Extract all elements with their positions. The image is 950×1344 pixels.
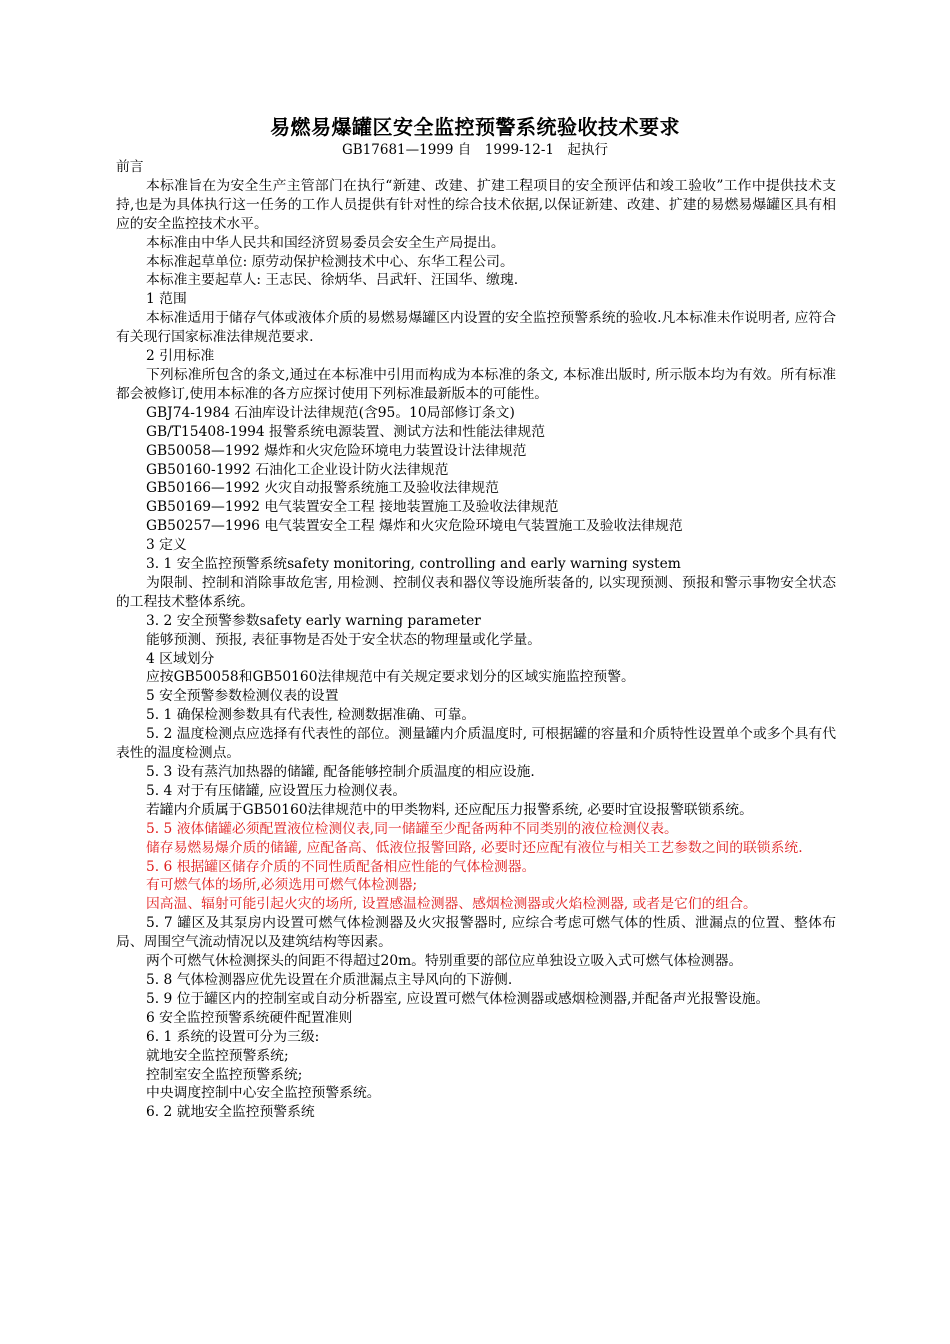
paragraph: 1 范围 [146, 291, 187, 308]
paragraph: 4 区域划分 [146, 650, 215, 667]
paragraph: 6 安全监控预警系统硬件配置准则 [146, 1009, 353, 1026]
paragraph: 就地安全监控预警系统; [146, 1047, 289, 1064]
paragraph: 储存易燃易爆介质的储罐, 应配备高、低液位报警回路, 必要时还应配有液位与相关工艺参数之间的联锁系统. [146, 839, 803, 856]
paragraph: 本标准旨在为安全生产主管部门在执行“新建、改建、扩建工程项目的安全预评估和竣工验收”工作中提供技术支持,也是为具体执行这一任务的工作人员提供有针对性的综合技术依据,以保证新建、改建、扩建的易燃易爆罐区具有相应的安全监控技术水平。 [116, 177, 836, 232]
paragraph: 5. 2 温度检测点应选择有代表性的部位。测量罐内介质温度时, 可根据罐的容量和介质特性设置单个或多个具有代表性的温度检测点。 [116, 726, 836, 762]
paragraph: GB/T15408-1994 报警系统电源装置、测试方法和性能法律规范 [146, 423, 545, 440]
paragraph: 5. 9 位于罐区内的控制室或自动分析器室, 应设置可燃气体检测器或感烟检测器,并配备声光报警设施。 [146, 990, 770, 1007]
paragraph: 5. 8 气体检测器应优先设置在介质泄漏点主导风向的下游侧. [146, 971, 513, 988]
paragraph: 本标准适用于储存气体或液体介质的易燃易爆罐区内设置的安全监控预警系统的验收.凡本标准未作说明者, 应符合有关现行国家标准法律规范要求. [116, 310, 836, 346]
paragraph: 3. 2 安全预警参数safety early warning parameter [146, 612, 481, 629]
paragraph: 中央调度控制中心安全监控预警系统。 [146, 1085, 381, 1102]
document-subtitle: GB17681—1999 自 1999-12-1 起执行 [341, 142, 609, 158]
paragraph: 5. 6 根据罐区储存介质的不同性质配备相应性能的气体检测器。 [146, 858, 536, 875]
paragraph: GB50160-1992 石油化工企业设计防火法律规范 [146, 461, 449, 478]
paragraph: 有可燃气体的场所,必须选用可燃气体检测器; [146, 877, 418, 894]
paragraph: 本标准起草单位: 原劳动保护检测技术中心、东华工程公司。 [146, 253, 514, 270]
document-body [116, 158, 836, 1122]
paragraph: 前言 [116, 159, 144, 175]
paragraph: GBJ74-1984 石油库设计法律规范(含95。10局部修订条文) [146, 404, 515, 421]
paragraph: 6. 1 系统的设置可分为三级: [146, 1028, 320, 1045]
paragraph: GB50166—1992 火灾自动报警系统施工及验收法律规范 [146, 480, 499, 497]
paragraph: 5. 1 确保检测参数具有代表性, 检测数据准确、可靠。 [146, 707, 476, 724]
paragraph: 2 引用标准 [146, 348, 215, 365]
paragraph: 本标准由中华人民共和国经济贸易委员会安全生产局提出。 [146, 234, 505, 251]
paragraph: 3. 1 安全监控预警系统safety monitoring, controlling and early warning system [146, 556, 681, 573]
document-title: 易燃易爆罐区安全监控预警系统验收技术要求 [270, 115, 680, 139]
paragraph: 5 安全预警参数检测仪表的设置 [146, 688, 339, 705]
paragraph: 因高温、辐射可能引起火灾的场所, 设置感温检测器、感烟检测器或火焰检测器, 或者是它们的组合。 [146, 896, 757, 913]
paragraph: 5. 4 对于有压储罐, 应设置压力检测仪表。 [146, 782, 407, 799]
paragraph: 控制室安全监控预警系统; [146, 1066, 303, 1083]
paragraph: 若罐内介质属于GB50160法律规范中的甲类物料, 还应配压力报警系统, 必要时宜设报警联锁系统。 [146, 801, 753, 818]
paragraph: 应按GB50058和GB50160法律规范中有关规定要求划分的区域实施监控预警。 [146, 669, 635, 686]
paragraph: 为限制、控制和消除事故危害, 用检测、控制仪表和器仪等设施所装备的, 以实现预测、预报和警示事物安全状态的工程技术整体系统。 [116, 574, 836, 610]
paragraph: 5. 5 液体储罐必须配置液位检测仪表,同一储罐至少配备两种不同类别的液位检测仪表。 [146, 820, 678, 837]
paragraph: 下列标准所包含的条文,通过在本标准中引用而构成为本标准的条文, 本标准出版时, 所示版本均为有效。所有标准都会被修订,使用本标准的各方应探讨使用下列标准最新版本的可能性。 [116, 366, 836, 402]
paragraph: 3 定义 [146, 537, 187, 554]
paragraph: 本标准主要起草人: 王志民、徐炳华、吕武轩、汪国华、缴瑰. [146, 272, 519, 289]
paragraph: 两个可燃气休检测探头的间距不得超过20m。特别重要的部位应单独设立吸入式可燃气体检测器。 [146, 953, 743, 970]
paragraph: GB50169—1992 电气装置安全工程 接地装置施工及验收法律规范 [146, 499, 559, 516]
paragraph: 5. 7 罐区及其泵房内设置可燃气体检测器及火灾报警器时, 应综合考虑可燃气体的性质、泄漏点的位置、整体布局、周围空气流动情况以及建筑结构等因素。 [116, 915, 836, 951]
paragraph: GB50058—1992 爆炸和火灾危险环境电力装置设计法律规范 [146, 442, 527, 459]
paragraph: 能够预测、预报, 表征事物是否处于安全状态的物理量或化学量。 [146, 631, 542, 648]
paragraph: 5. 3 设有蒸汽加热器的储罐, 配备能够控制介质温度的相应设施. [146, 764, 535, 780]
paragraph: GB50257—1996 电气装置安全工程 爆炸和火灾危险环境电气装置施工及验收法律规范 [146, 518, 683, 535]
paragraph: 6. 2 就地安全监控预警系统 [146, 1104, 315, 1121]
